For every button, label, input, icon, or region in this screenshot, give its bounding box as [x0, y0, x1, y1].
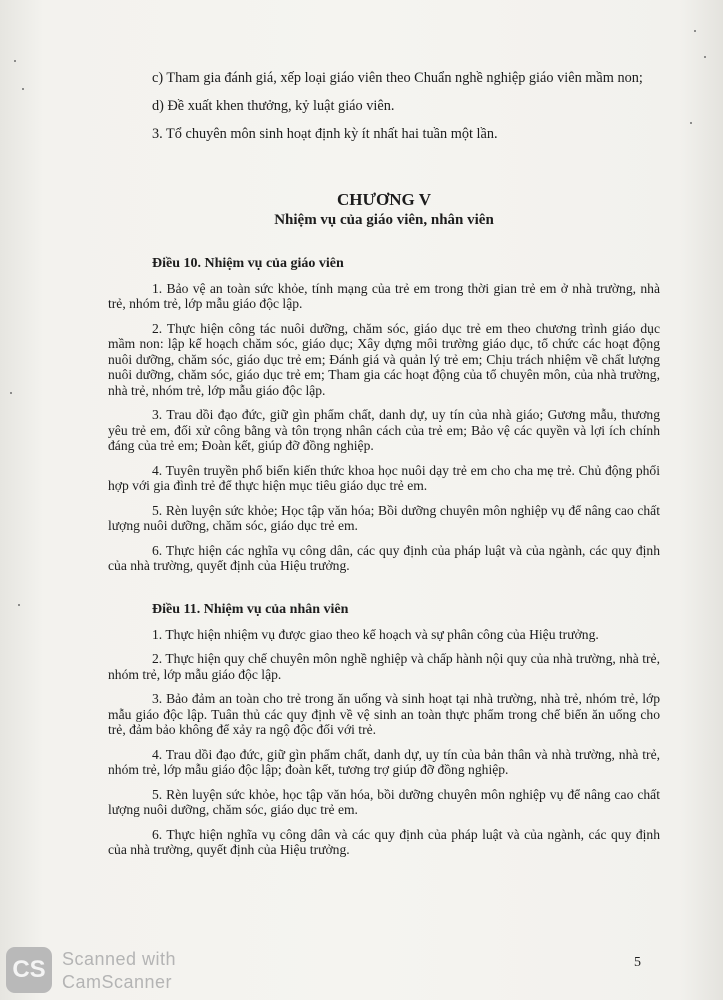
- clause: 1. Bảo vệ an toàn sức khỏe, tính mạng của trẻ em trong thời gian trẻ em ở nhà trường, nhà trẻ, nhóm trẻ, lớp mẫu giáo độc lập.: [108, 280, 660, 311]
- article-10: [108, 256, 660, 574]
- clause: 3. Trau dồi đạo đức, giữ gìn phẩm chất, danh dự, uy tín của nhà giáo; Gương mẫu, thương yêu trẻ em, đối xử công bằng và tôn trọng nhân cách của trẻ em; Bảo vệ các quyền và lợi ích chính đáng của trẻ em; Đoàn kết, giúp đỡ đồng nghiệp.: [108, 407, 660, 453]
- camscanner-watermark: [6, 947, 206, 995]
- article-heading: Điều 10. Nhiệm vụ của giáo viên: [152, 256, 344, 271]
- camscanner-logo-icon: CS: [6, 947, 52, 993]
- scan-speck: [10, 392, 12, 394]
- clause-item: c) Tham gia đánh giá, xếp loại giáo viên theo Chuẩn nghề nghiệp giáo viên mầm non;: [152, 70, 643, 86]
- watermark-line-2: CamScanner: [62, 972, 173, 992]
- scan-speck: [18, 604, 20, 606]
- clause-item: 3. Tổ chuyên môn sinh hoạt định kỳ ít nhất hai tuần một lần.: [152, 126, 498, 142]
- scan-speck: [694, 30, 696, 32]
- watermark-line-1: Scanned with: [62, 949, 177, 969]
- scan-speck: [704, 56, 706, 58]
- chapter-number: CHƯƠNG V: [337, 190, 431, 209]
- clause: 2. Thực hiện quy chế chuyên môn nghề nghiệp và chấp hành nội quy của nhà trường, nhà trẻ, nhóm trẻ, lớp mẫu giáo độc lập.: [108, 651, 660, 682]
- clause: 5. Rèn luyện sức khỏe; Học tập văn hóa; Bồi dưỡng chuyên môn nghiệp vụ để nâng cao chất lượng nuôi dưỡng, chăm sóc, giáo dục trẻ em.: [108, 502, 660, 533]
- intro-block: [108, 70, 660, 142]
- clause: 6. Thực hiện nghĩa vụ công dân và các quy định của pháp luật và của ngành, các quy định của nhà trường, quyết định của Hiệu trưởng.: [108, 826, 660, 857]
- article-11: [108, 602, 660, 858]
- clause: 3. Bảo đảm an toàn cho trẻ trong ăn uống và sinh hoạt tại nhà trường, nhà trẻ, nhóm trẻ, lớp mẫu giáo độc lập. Tuân thủ các quy định về vệ sinh an toàn thực phẩm trong chế biến ăn uống cho trẻ, đảm bảo không để xảy ra ngộ độc đối với trẻ.: [108, 691, 660, 737]
- scan-speck: [690, 122, 692, 124]
- clause: 2. Thực hiện công tác nuôi dưỡng, chăm sóc, giáo dục trẻ em theo chương trình giáo dục mầm non: lập kế hoạch chăm sóc, giáo dục; Xây dựng môi trường giáo dục, tổ chức các hoạt động nuôi dưỡng, chăm sóc, giáo dục trẻ em; Đánh giá và quản lý trẻ em; Chịu trách nhiệm về chất lượng nuôi dưỡng, chăm sóc, giáo dục trẻ em; Tham gia các hoạt động của tổ chuyên môn, của nhà trường, nhà trẻ, nhóm trẻ, lớp mẫu giáo độc lập.: [108, 320, 660, 398]
- clause: 1. Thực hiện nhiệm vụ được giao theo kế hoạch và sự phân công của Hiệu trưởng.: [152, 626, 599, 642]
- clause: 5. Rèn luyện sức khỏe, học tập văn hóa, bồi dưỡng chuyên môn nghiệp vụ để nâng cao chất lượng nuôi dưỡng, chăm sóc, giáo dục trẻ em.: [108, 786, 660, 817]
- clause: 4. Trau dồi đạo đức, giữ gìn phẩm chất, danh dự, uy tín của bản thân và nhà trường, nhà trẻ, nhóm trẻ, lớp mẫu giáo độc lập; đoàn kết, tương trợ giúp đỡ đồng nghiệp.: [108, 746, 660, 777]
- article-heading: Điều 11. Nhiệm vụ của nhân viên: [152, 602, 349, 617]
- scan-speck: [14, 60, 16, 62]
- chapter-title: Nhiệm vụ của giáo viên, nhân viên: [274, 212, 494, 228]
- page-number: 5: [634, 955, 641, 970]
- clause: 6. Thực hiện các nghĩa vụ công dân, các quy định của pháp luật và của ngành, các quy định của nhà trường, quyết định của Hiệu trưởng.: [108, 542, 660, 573]
- clause: 4. Tuyên truyền phổ biến kiến thức khoa học nuôi dạy trẻ em cho cha mẹ trẻ. Chủ động phối hợp với gia đình trẻ để thực hiện mục tiêu giáo dục trẻ em.: [108, 462, 660, 493]
- scan-speck: [22, 88, 24, 90]
- clause-item: d) Đề xuất khen thưởng, kỷ luật giáo viên.: [152, 98, 395, 114]
